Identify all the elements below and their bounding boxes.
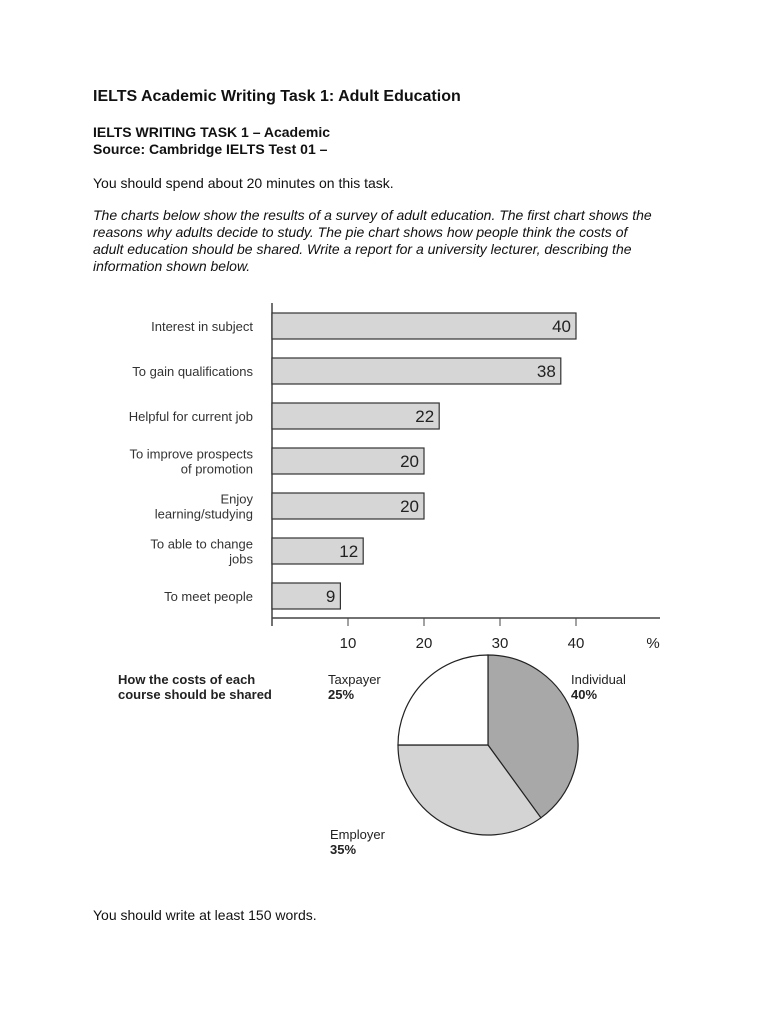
x-tick-label: 30 bbox=[491, 635, 509, 652]
pie-value-label: 35% bbox=[330, 842, 357, 857]
pie-label: Individual bbox=[571, 672, 626, 687]
category-label: Helpful for current job bbox=[128, 409, 253, 424]
category-label: To gain qualifications bbox=[132, 364, 253, 379]
pie-slice-taxpayer bbox=[398, 655, 488, 745]
x-tick-label: 40 bbox=[567, 635, 585, 652]
pie-label: Taxpayer bbox=[328, 672, 381, 687]
task-prompt: The charts below show the results of a survey of adult education. The first chart shows the reasons why adults decide to study. The pie chart shows how people think the costs of adult education should be shared. Write a report for a university lecturer, describing the information shown below. bbox=[93, 207, 652, 274]
category-label: To meet people bbox=[164, 589, 253, 604]
instruction: You should spend about 20 minutes on this task. bbox=[93, 175, 394, 191]
bar-value-label: 20 bbox=[400, 452, 419, 471]
category-label: Interest in subject bbox=[151, 319, 253, 334]
category-label: Enjoy bbox=[220, 491, 253, 507]
bar-value-label: 12 bbox=[339, 542, 359, 561]
category-label: To improve prospects bbox=[129, 446, 253, 462]
word-count-instruction: You should write at least 150 words. bbox=[93, 907, 317, 923]
bar-value-label: 38 bbox=[536, 362, 556, 381]
subtitle-line-2: Source: Cambridge IELTS Test 01 – bbox=[93, 141, 328, 157]
pie-title-line-1: How the costs of each bbox=[118, 672, 256, 687]
bar-value-label: 9 bbox=[325, 587, 336, 606]
pie-title-line-2: course should be shared bbox=[118, 687, 272, 702]
bar-value-label: 22 bbox=[415, 407, 435, 426]
category-label: jobs bbox=[229, 551, 253, 567]
category-label: To able to change bbox=[150, 536, 253, 552]
pie-value-label: 25% bbox=[328, 687, 355, 702]
pie-value-label: 40% bbox=[571, 687, 598, 702]
subtitle-line-1: IELTS WRITING TASK 1 – Academic bbox=[93, 124, 331, 140]
category-label: of promotion bbox=[180, 461, 253, 477]
x-tick-label: 10 bbox=[339, 635, 357, 652]
category-label: learning/studying bbox=[154, 506, 253, 522]
x-unit-label: % bbox=[646, 635, 660, 652]
bar-value-label: 40 bbox=[552, 317, 571, 336]
pie-label: Employer bbox=[330, 827, 385, 842]
x-tick-label: 20 bbox=[415, 635, 433, 652]
bar-value-label: 20 bbox=[400, 497, 419, 516]
page-title: IELTS Academic Writing Task 1: Adult Education bbox=[93, 88, 461, 105]
